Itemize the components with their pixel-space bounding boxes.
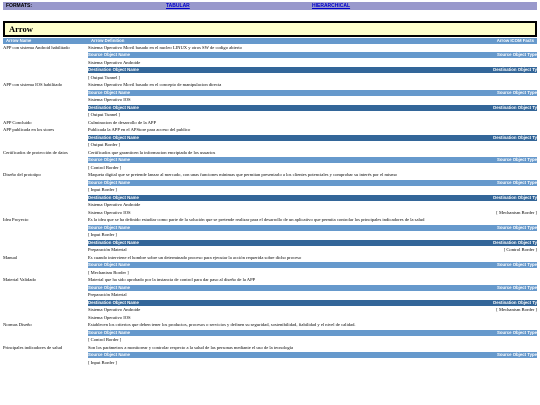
arrow-definition: Publicada la APP en el APStore para acceso del publico xyxy=(88,127,191,132)
destination-object-type-header: Destination Object Ty xyxy=(493,104,537,110)
object-row xyxy=(0,336,540,344)
source-subheader-bar xyxy=(88,225,537,231)
object-row xyxy=(0,59,540,67)
object-type: [ Control Border ] xyxy=(503,247,537,252)
source-subheader-row xyxy=(0,51,540,59)
source-subheader-row xyxy=(0,156,540,164)
arrow-table-body xyxy=(0,44,540,367)
object-name: [ Mechanism Border ] xyxy=(88,269,129,275)
destination-object-type-header: Destination Object Ty xyxy=(493,67,537,72)
arrow-name: Normas Diseño xyxy=(3,322,32,327)
source-subheader-row xyxy=(0,351,540,359)
object-row xyxy=(0,164,540,172)
source-object-type-header: Source Object Type xyxy=(496,224,537,230)
source-subheader-row xyxy=(0,284,540,292)
destination-subheader-bar xyxy=(88,105,537,111)
source-object-type-header: Source Object Type xyxy=(496,179,537,185)
source-subheader-bar xyxy=(88,52,537,58)
destination-object-type-header: Destination Object Ty xyxy=(493,134,537,140)
source-object-type-header: Source Object Type xyxy=(496,284,537,290)
source-subheader-row xyxy=(0,329,540,337)
object-row xyxy=(0,359,540,367)
destination-subheader-row xyxy=(0,66,540,74)
tabular-link[interactable]: TABULAR xyxy=(166,3,190,9)
object-name: [ Control Border ] xyxy=(88,337,122,342)
source-object-name-header: Source Object Name xyxy=(88,284,131,290)
destination-object-name-header: Destination Object Name xyxy=(88,104,139,110)
source-object-type-header: Source Object Type xyxy=(496,157,537,162)
source-object-type-header: Source Object Type xyxy=(496,52,537,57)
arrow-name: APP publicada en los stores xyxy=(3,127,55,132)
arrow-definition: Es la idea que se ha definido estudiar como parte de la solución que se pretende realizar para el desarrollo de un aplicativo que permita controlar los principales indicadores de la salud xyxy=(88,217,425,222)
object-name: Preparación Material xyxy=(88,292,127,297)
formats-bar xyxy=(3,2,537,10)
column-arrow-definition: Arrow Definition xyxy=(91,38,125,43)
arrow-row xyxy=(0,81,540,89)
source-subheader-bar xyxy=(88,330,537,336)
object-name: [ Input Border ] xyxy=(88,359,117,365)
source-object-name-header: Source Object Name xyxy=(88,352,131,357)
object-row xyxy=(0,306,540,314)
arrow-definition: Maqueta digital que se pretende lanzar al mercado, con unas funciones mínimas que permitan presentarlo a los clientes potenciales y comprobar su interés por el mismo xyxy=(88,172,397,177)
destination-subheader-bar xyxy=(88,67,537,73)
arrow-definition: Certificados que garanticen la informacion encriptada de los usuarios xyxy=(88,149,216,155)
arrow-row xyxy=(0,321,540,329)
object-name: Sistema Operativo IOS xyxy=(88,97,131,102)
source-object-type-header: Source Object Type xyxy=(496,89,537,95)
source-subheader-bar xyxy=(88,262,537,268)
hierarchical-link[interactable]: HIERARCHICAL xyxy=(312,3,351,9)
arrow-row xyxy=(0,119,540,127)
destination-subheader-bar xyxy=(88,195,537,201)
source-object-name-header: Source Object Name xyxy=(88,262,131,267)
destination-subheader-row xyxy=(0,134,540,142)
object-name: Sistema Operativo Androide xyxy=(88,202,141,207)
arrow-name: Certificados de protección de datos xyxy=(3,149,68,155)
arrow-name: Manual xyxy=(3,254,18,260)
arrow-row xyxy=(0,216,540,224)
destination-object-name-header: Destination Object Name xyxy=(88,239,139,245)
object-row xyxy=(0,111,540,119)
object-name: Preparación Material xyxy=(88,247,127,252)
source-object-name-header: Source Object Name xyxy=(88,89,131,95)
source-object-name-header: Source Object Name xyxy=(88,179,131,185)
object-name: [ Control Border ] xyxy=(88,164,122,170)
arrow-definition: Sistema Operativo Movil basado en el concepto de manipulacion directa xyxy=(88,82,222,87)
source-subheader-row xyxy=(0,179,540,187)
destination-object-name-header: Destination Object Name xyxy=(88,134,139,140)
object-name: Sistema Operativo Androide xyxy=(88,59,141,65)
destination-object-type-header: Destination Object Ty xyxy=(493,194,537,200)
arrow-name: APP Concluido xyxy=(3,119,32,125)
destination-subheader-bar xyxy=(88,135,537,141)
destination-object-type-header: Destination Object Ty xyxy=(493,239,537,245)
arrow-row xyxy=(0,44,540,52)
object-row xyxy=(0,246,540,254)
destination-object-name-header: Destination Object Name xyxy=(88,67,139,72)
arrow-row xyxy=(0,171,540,179)
source-object-type-header: Source Object Type xyxy=(496,329,537,335)
source-object-name-header: Source Object Name xyxy=(88,329,131,335)
object-name: [ Input Border ] xyxy=(88,187,117,192)
object-name: Sistema Operativo Androide xyxy=(88,307,141,312)
object-row xyxy=(0,96,540,104)
destination-object-type-header: Destination Object Ty xyxy=(493,299,537,305)
arrow-name: Idea Proyecto xyxy=(3,217,29,222)
object-type: [ Mechanism Border ] xyxy=(496,209,537,215)
formats-label: FORMATS: xyxy=(6,3,33,9)
source-subheader-bar xyxy=(88,285,537,291)
object-name: [ Output Border ] xyxy=(88,142,121,147)
object-row xyxy=(0,291,540,299)
arrow-name: APP con sistema Android habilitado xyxy=(3,44,70,50)
source-subheader-row xyxy=(0,89,540,97)
source-object-name-header: Source Object Name xyxy=(88,157,131,162)
arrow-definition: Material que ha sido aprobado por la instancia de control para dar paso al diseño de la APP xyxy=(88,277,256,282)
arrow-definition: Es cuando interviene el hombre sobre un determinado proceso para ejecutar la acción requerida sobre dicho proceso xyxy=(88,254,302,260)
destination-object-name-header: Destination Object Name xyxy=(88,299,139,305)
arrow-row xyxy=(0,126,540,134)
arrow-row xyxy=(0,276,540,284)
object-name: [ Output Tunnel ] xyxy=(88,74,121,80)
destination-subheader-row xyxy=(0,104,540,112)
source-object-type-header: Source Object Type xyxy=(496,262,537,267)
source-object-type-header: Source Object Type xyxy=(496,352,537,357)
destination-object-name-header: Destination Object Name xyxy=(88,194,139,200)
object-row xyxy=(0,231,540,239)
column-arrow-name: Arrow Name xyxy=(6,38,32,43)
source-subheader-bar xyxy=(88,352,537,358)
arrow-row xyxy=(0,344,540,352)
page-title: Arrow xyxy=(9,24,33,34)
destination-subheader-row xyxy=(0,194,540,202)
object-row xyxy=(0,209,540,217)
arrow-name: Diseño del prototipo xyxy=(3,172,41,177)
object-type: [ Mechanism Border ] xyxy=(496,307,537,312)
object-name: [ Input Border ] xyxy=(88,232,117,237)
arrow-definition: Culminacion de desarrollo de la APP xyxy=(88,119,157,125)
object-row xyxy=(0,201,540,209)
object-row xyxy=(0,314,540,322)
arrow-definition: Sistema Operativo Movil basado en el nucleo LINUX y otros SW de codigo abierto xyxy=(88,44,242,50)
destination-subheader-row xyxy=(0,299,540,307)
object-name: Sistema Operativo IOS xyxy=(88,209,131,215)
object-row xyxy=(0,141,540,149)
destination-subheader-bar xyxy=(88,240,537,246)
source-subheader-bar xyxy=(88,157,537,163)
arrow-definition: Establecen los criterios que deben tener los productos, procesos o servicios y definen su seguridad, sostenibilidad, fiabilidad y el nivel de calidad. xyxy=(88,322,356,327)
arrow-name: Principales indicadores de salud xyxy=(3,344,63,350)
report-title-box xyxy=(3,21,537,37)
source-object-name-header: Source Object Name xyxy=(88,52,131,57)
destination-subheader-row xyxy=(0,239,540,247)
column-arrow-icom: Arrow ICOM Facts xyxy=(496,38,534,43)
object-row xyxy=(0,74,540,82)
arrow-name: APP con sistema IOS habilitado xyxy=(3,82,63,87)
source-subheader-row xyxy=(0,261,540,269)
destination-subheader-bar xyxy=(88,300,537,306)
object-row xyxy=(0,186,540,194)
source-subheader-bar xyxy=(88,90,537,96)
arrow-row xyxy=(0,254,540,262)
object-name: Sistema Operativo IOS xyxy=(88,314,131,320)
source-subheader-row xyxy=(0,224,540,232)
arrow-name: Material Validado xyxy=(3,277,36,282)
arrow-row xyxy=(0,149,540,157)
object-name: [ Output Tunnel ] xyxy=(88,112,121,117)
source-subheader-bar xyxy=(88,180,537,186)
source-object-name-header: Source Object Name xyxy=(88,224,131,230)
object-row xyxy=(0,269,540,277)
arrow-definition: Son los parámetros a monitorear y controlar respecto a la salud de las personas mediante el uso de la tecnología xyxy=(88,344,293,350)
